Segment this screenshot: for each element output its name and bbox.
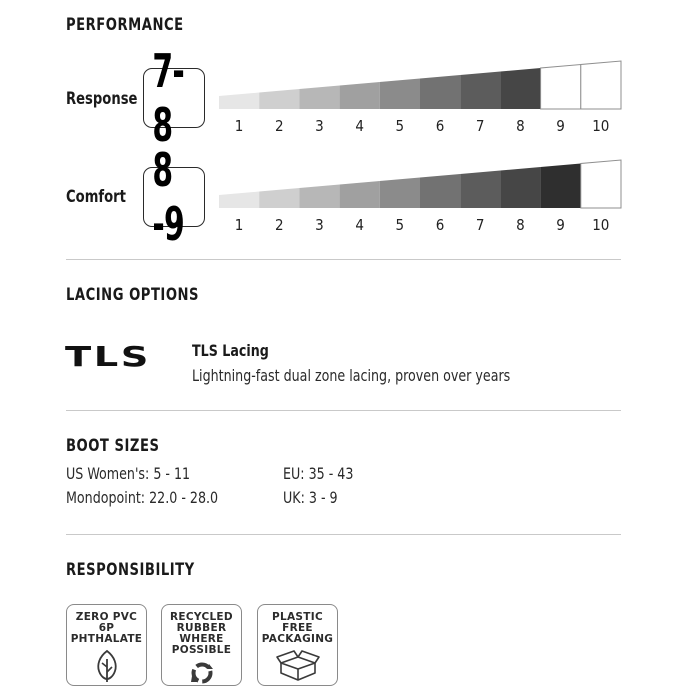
scale-segment-6 [420,75,460,109]
scale-segment-2 [259,188,299,208]
response-rating-value: 7-8 [152,44,185,152]
comfort-rating-badge [143,143,205,251]
size-uk: UK: 3 - 9 [283,488,338,507]
badge-zero-pvc [66,604,147,686]
scale-segment-1 [219,192,259,209]
size-us-womens: US Women's: 5 - 11 [66,464,191,483]
response-scale-numbers [219,117,621,135]
scale-segment-4 [340,82,380,109]
badge-zero-pvc-text: ZERO PVC 6P PHTHALATE [70,611,143,645]
scale-segment-7 [460,72,500,110]
divider [66,259,621,260]
badge-recycled-rubber [161,604,242,686]
scale-segment-8 [500,68,540,109]
scale-number: 2 [274,216,284,234]
scale-number: 5 [395,216,405,234]
scale-number: 5 [395,117,405,135]
divider [66,534,621,535]
scale-number: 2 [274,117,284,135]
boot-sizes-heading: BOOT SIZES [66,436,160,456]
badge-plastic-free [257,604,338,686]
scale-number: 3 [315,117,324,135]
scale-number: 4 [355,117,364,135]
lacing-heading: LACING OPTIONS [66,285,200,305]
performance-heading: PERFORMANCE [66,15,184,35]
response-label: Response [66,89,138,109]
scale-number: 9 [556,117,565,135]
size-mondopoint: Mondopoint: 22.0 - 28.0 [66,488,219,507]
size-eu: EU: 35 - 43 [283,464,354,483]
scale-number: 1 [234,216,244,234]
scale-number: 6 [435,216,445,234]
scale-segment-9 [541,65,581,110]
response-scale-bar [215,59,625,111]
comfort-scale-bar [215,158,625,210]
scale-number: 6 [435,117,445,135]
scale-segment-10 [581,61,621,109]
scale-segment-8 [500,167,540,208]
comfort-label: Comfort [66,187,126,207]
scale-segment-2 [259,89,299,109]
badge-recycled-rubber-text: RECYCLED RUBBER WHERE POSSIBLE [170,611,233,656]
scale-number: 10 [592,216,610,234]
scale-number: 4 [355,216,364,234]
scale-number: 7 [475,117,485,135]
comfort-rating-value: 8 -9 [152,143,185,251]
lacing-description: Lightning-fast dual zone lacing, proven over years [192,366,511,385]
scale-segment-5 [380,79,420,110]
responsibility-heading: RESPONSIBILITY [66,560,195,580]
scale-number: 8 [516,216,525,234]
divider [66,410,621,411]
scale-segment-5 [380,178,420,209]
scale-segment-3 [299,185,339,209]
scale-segment-10 [581,160,621,208]
recycle-icon [189,660,215,686]
lacing-title: TLS Lacing [192,341,269,360]
response-rating-badge [143,44,205,152]
scale-segment-3 [299,86,339,110]
leaf-icon [93,649,121,683]
scale-number: 8 [516,117,525,135]
scale-segment-4 [340,181,380,208]
scale-number: 7 [475,216,485,234]
badge-plastic-free-text: PLASTIC FREE PACKAGING [261,611,334,645]
scale-number: 3 [315,216,324,234]
tls-logo: TLS [65,341,151,374]
scale-segment-7 [460,171,500,209]
scale-segment-9 [541,164,581,209]
scale-segment-6 [420,174,460,208]
box-icon [275,649,321,681]
comfort-scale-numbers [219,216,621,234]
scale-segment-1 [219,93,259,110]
scale-number: 1 [234,117,244,135]
scale-number: 9 [556,216,565,234]
scale-number: 10 [592,117,610,135]
